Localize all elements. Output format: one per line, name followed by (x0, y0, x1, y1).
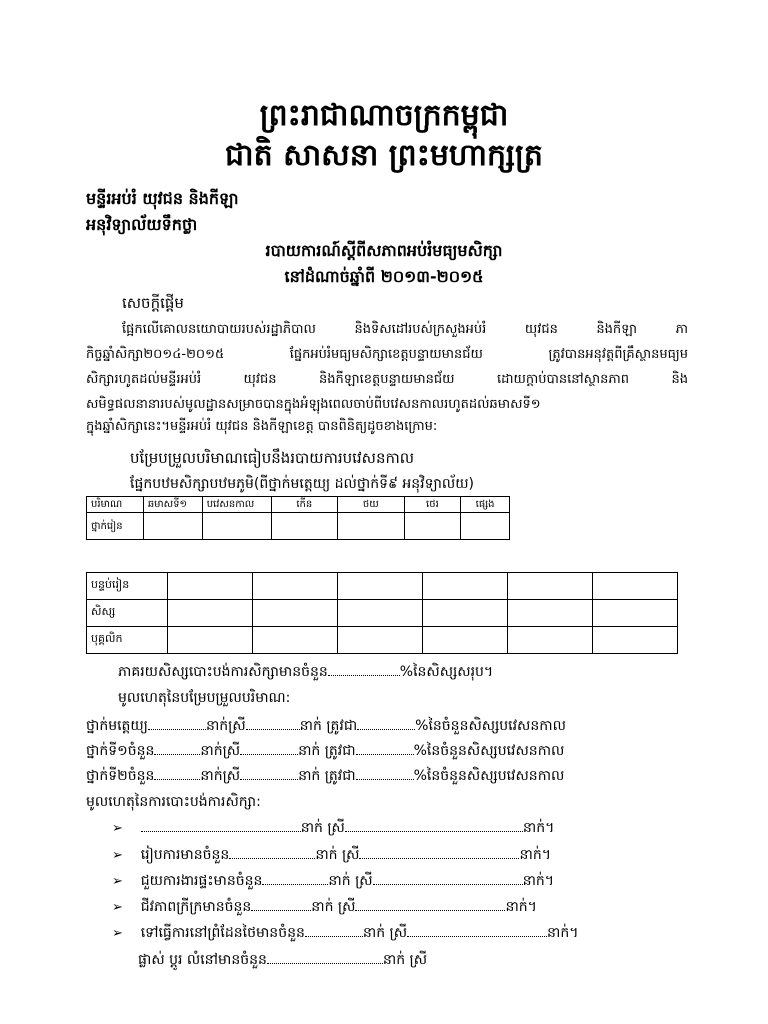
unit-label: នាក់។ (505, 899, 537, 915)
equals-label: នាក់ ត្រូវជា (299, 718, 358, 734)
table-cell (253, 627, 338, 654)
table-header-cell: ឆមាសទី១ (143, 497, 202, 513)
fill-in-blank (154, 742, 200, 755)
report-period: នៅដំណាច់ឆ្នាំពី ២០១៣-២០១៥ (284, 267, 484, 286)
grade-line (86, 716, 566, 737)
table-cell (508, 627, 593, 654)
unit-label: នាក់។ (522, 873, 555, 889)
intro-line-4: សមិទ្ធផលនានារបស់មូលដ្ឋានសម្រាចបានក្នុងអំឡុងពេលចាប់ពីបវេសនកាលរហូតដល់ឆមាសទី១ (86, 397, 541, 412)
table-cell (202, 513, 271, 540)
reason-label: ជីវភាពក្រីក្រមានចំនួន (140, 899, 252, 915)
fill-in-blank (355, 898, 505, 911)
girls-label: នាក់ ស្រី (311, 899, 356, 915)
dropout-rate-label: ភាគរយសិស្សបោះបង់ការសិក្សាមានចំនួន (118, 664, 328, 680)
intro-line-1: ផ្អែកលើគោលនយោបាយរបស់រដ្ឋាភិបាល និងទិសដៅរបស់ក្រសួងអប់រំ យុវជន និងកីឡា ភា (122, 322, 688, 337)
grade-line (86, 741, 564, 762)
fill-in-blank (141, 819, 301, 832)
department-name: មន្ទីរអប់រំ យុវជន និងកីឡា (86, 189, 239, 208)
table-header-cell: បរិមាណ (87, 497, 144, 513)
grade-label: ថ្នាក់មត្តេយ្យ (86, 718, 148, 734)
dropout-rate-line (118, 662, 493, 683)
table-row-label: សិស្ស (87, 600, 168, 627)
equals-label: នាក់ ត្រូវជា (298, 768, 356, 784)
table-cell (593, 573, 678, 600)
table-cell (508, 600, 593, 627)
girls-label: នាក់ស្រី (205, 718, 246, 734)
girls-label: នាក់ស្រី (200, 768, 241, 784)
table-row-label: បុគ្គលិក (87, 627, 168, 654)
grade-label: ថ្នាក់ទី១ចំនួន (86, 743, 155, 759)
table-cell (168, 600, 253, 627)
dropout-reason-heading: មូលហេតុនៃការបោះបង់ការសិក្សា: (86, 794, 261, 810)
table-cell (593, 600, 678, 627)
girls-label: នាក់ស្រី (200, 743, 241, 759)
fill-in-blank (246, 717, 300, 730)
reason-label: ទៅធ្វើការនៅព្រំដែនថៃមានចំនួន (140, 925, 305, 941)
table-cell (168, 627, 253, 654)
section-variation-heading: បម្រែបម្រួលបរិមាណធៀបនឹងរបាយការបវេសនកាល (130, 449, 415, 467)
girls-label: នាក់ ស្រី (362, 925, 408, 941)
grade-label: ថ្នាក់ទី២ចំនួន (86, 768, 155, 784)
arrow-bullet-icon: ➢ (112, 848, 123, 863)
table-cell (423, 627, 508, 654)
table-cell (271, 513, 338, 540)
table-cell (508, 573, 593, 600)
school-name: អនុវិទ្យាល័យទឹកថ្លា (86, 215, 198, 234)
fill-in-blank (373, 872, 523, 885)
intro-heading: សេចក្តីផ្តើម (122, 294, 184, 312)
percent-label: %នៃចំនួនសិស្សបវេសនកាល (415, 718, 566, 734)
arrow-bullet-icon: ➢ (112, 821, 123, 836)
motto-title: ជាតិ សាសនា ព្រះមហាក្សត្រ (225, 138, 543, 173)
table-cell (253, 600, 338, 627)
table-cell (423, 600, 508, 627)
table-cell (338, 573, 423, 600)
table-row-label: ថ្នាក់រៀន (87, 513, 144, 540)
reason-label: ជួយការងារផ្ទះមានចំនួន (140, 873, 263, 889)
table-cell (423, 573, 508, 600)
fill-in-blank (154, 767, 200, 780)
resources-table (86, 572, 678, 654)
reason-label: រៀបការមានចំនួន (140, 847, 230, 863)
fill-in-blank (359, 846, 519, 859)
table-row-label: បន្ទប់រៀន (87, 573, 168, 600)
list-item (112, 871, 554, 892)
table-cell (168, 573, 253, 600)
dropout-rate-suffix: %នៃសិស្សសរុប។ (399, 664, 494, 680)
list-item (112, 845, 551, 866)
unit-label: នាក់។ (519, 847, 551, 863)
table-header-cell: កើន (271, 497, 338, 513)
table-header-cell: ផ្សេង (461, 497, 510, 513)
table-cell (143, 513, 202, 540)
fill-in-blank (240, 742, 298, 755)
list-item (112, 897, 537, 918)
list-item (112, 818, 554, 839)
intro-line-3: សិក្សារហូតដល់មន្ទីរអប់រំ យុវជន និងកីឡាខេត្តបន្ទាយមានជ័យ ដោយក្តាប់បាននៅស្ថានភាព និង (86, 372, 688, 387)
quantity-table (86, 496, 510, 540)
table-header-cell: ថយ (338, 497, 405, 513)
intro-line-2: កិច្ចឆ្នាំសិក្សា២០១៤-២០១៥ ផ្នែកអប់រំមធ្យមសិក្សាខេត្តបន្ទាយមានជ័យ ត្រូវបានអនុវត្តពីគ្រឹស្ថានមធ្យម (86, 347, 688, 362)
kingdom-title: ព្រះរាជាណាចក្រកម្ពុជា (259, 98, 509, 133)
table-header-cell: ថេរ (404, 497, 461, 513)
fill-in-blank (328, 663, 400, 676)
fill-in-blank (240, 767, 298, 780)
table-cell (338, 513, 405, 540)
table-cell (253, 573, 338, 600)
report-title: របាយការណ៍ស្តីពីសភាពអប់រំមធ្យមសិក្សា (265, 241, 503, 260)
table-cell (461, 513, 510, 540)
fill-in-blank (345, 819, 523, 832)
arrow-bullet-icon: ➢ (112, 900, 123, 915)
fill-in-blank (356, 742, 414, 755)
grade-line (86, 766, 564, 787)
percent-label: %នៃចំនួនសិស្សបវេសនកាល (413, 743, 565, 759)
fill-in-blank (148, 717, 206, 730)
list-item (112, 923, 578, 944)
table-cell (338, 627, 423, 654)
girls-label: នាក់ ស្រី (382, 952, 428, 968)
fill-in-blank (356, 767, 414, 780)
variation-reason-heading: មូលហេតុនៃបម្រែបម្រួលបរិមាណ: (118, 690, 291, 706)
section-variation-subheading: ផ្នែកបឋមសិក្សាបឋមភូមិ(ពីថ្នាក់មត្តេយ្យ ដល់ថ្នាក់ទី៩ អនុវិទ្យាល័យ) (130, 476, 474, 492)
fill-in-blank (229, 846, 315, 859)
percent-label: %នៃចំនួនសិស្សបវេសនកាល (413, 768, 565, 784)
fill-in-blank (267, 951, 383, 964)
girls-label: នាក់ ស្រី (315, 847, 360, 863)
fill-in-blank (305, 924, 363, 937)
unit-label: នាក់។ (522, 820, 555, 836)
equals-label: នាក់ ត្រូវជា (298, 743, 356, 759)
table-cell (404, 513, 461, 540)
reason-label: ផ្លាស់ ប្តូរ លំនៅមានចំនួន (138, 952, 267, 968)
girls-label: នាក់ ស្រី (300, 820, 345, 836)
fill-in-blank (407, 924, 547, 937)
unit-label: នាក់។ (547, 925, 579, 941)
arrow-bullet-icon: ➢ (112, 926, 123, 941)
fill-in-blank (357, 717, 415, 730)
list-item (138, 950, 427, 971)
girls-label: នាក់ ស្រី (328, 873, 373, 889)
fill-in-blank (262, 872, 328, 885)
table-header-cell: បវេសនកាល (202, 497, 271, 513)
fill-in-blank (251, 898, 311, 911)
table-cell (593, 627, 678, 654)
arrow-bullet-icon: ➢ (112, 874, 123, 889)
intro-line-5: ក្នុងឆ្នាំសិក្សានេះ។មន្ទីរអប់រំ យុវជន និងកីឡាខេត្ត បានពិនិត្យដូចខាងក្រោម: (86, 419, 438, 434)
table-cell (338, 600, 423, 627)
